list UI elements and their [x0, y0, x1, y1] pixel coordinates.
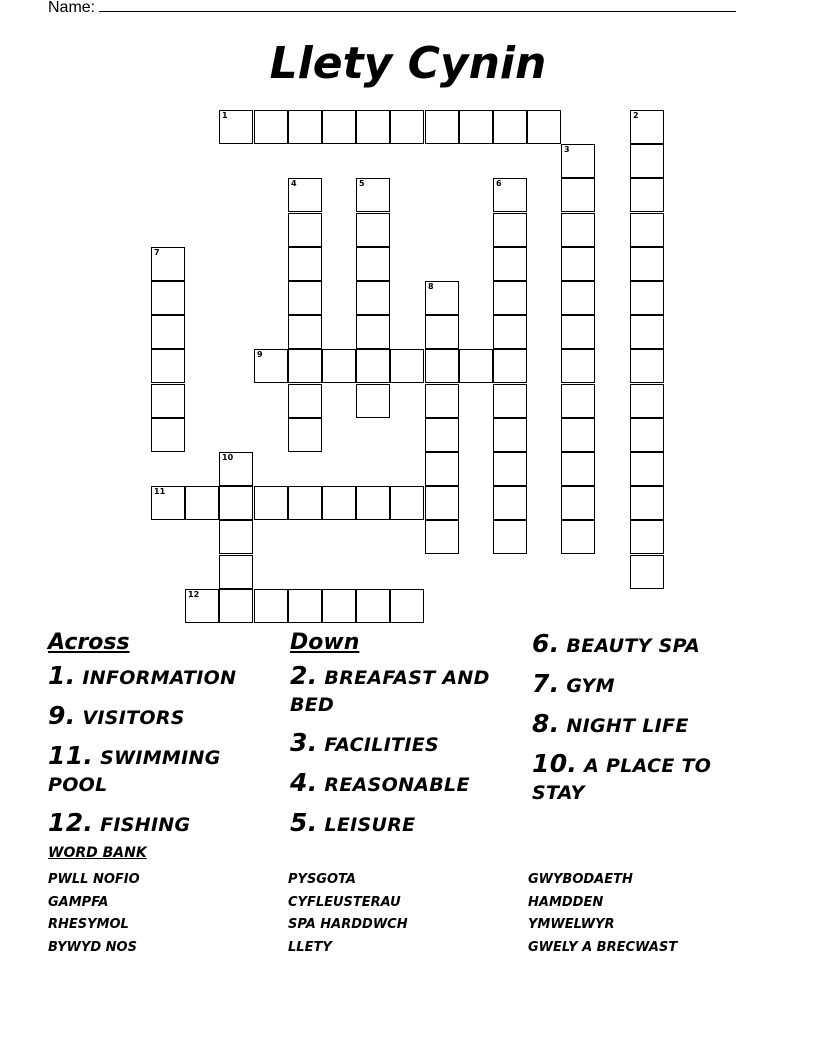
clue-item — [532, 710, 767, 740]
grid-cell[interactable] — [356, 315, 390, 349]
grid-cell[interactable] — [493, 281, 527, 315]
grid-cell[interactable] — [288, 213, 322, 247]
word-bank-item: GWYBODAETH — [528, 872, 633, 887]
clue-item-text: A PLACE TO STAY — [532, 755, 712, 804]
grid-cell[interactable] — [390, 486, 424, 520]
clue-item — [48, 702, 283, 732]
grid-cell[interactable] — [425, 281, 459, 315]
clue-number: 7 — [154, 248, 160, 257]
clue-item-number: 6. — [532, 629, 560, 658]
grid-cell[interactable] — [425, 418, 459, 452]
grid-cell[interactable] — [561, 384, 595, 418]
grid-cell[interactable] — [356, 178, 390, 212]
clue-number: 12 — [188, 590, 200, 599]
word-bank-item: PWLL NOFIO — [48, 872, 140, 887]
grid-cell[interactable] — [254, 589, 288, 623]
grid-cell[interactable] — [254, 110, 288, 144]
grid-cell[interactable] — [151, 418, 185, 452]
grid-cell[interactable] — [425, 452, 459, 486]
grid-cell[interactable] — [322, 349, 356, 383]
grid-cell[interactable] — [561, 452, 595, 486]
word-bank-column-2 — [288, 869, 508, 959]
word-bank-item: GWELY A BRECWAST — [528, 939, 678, 955]
grid-cell[interactable] — [630, 349, 664, 383]
clue-item-number: 1. — [48, 661, 76, 690]
grid-cell[interactable] — [219, 110, 253, 144]
grid-cell[interactable] — [288, 281, 322, 315]
grid-cell[interactable] — [561, 178, 595, 212]
down-clues — [290, 628, 525, 849]
grid-cell[interactable] — [288, 247, 322, 281]
grid-cell[interactable] — [185, 486, 219, 520]
grid-cell[interactable] — [356, 486, 390, 520]
clue-item-text: SWIMMING POOL — [48, 747, 221, 796]
grid-cell[interactable] — [493, 486, 527, 520]
clue-item-text: INFORMATION — [82, 667, 237, 689]
grid-cell[interactable] — [288, 418, 322, 452]
grid-cell[interactable] — [356, 349, 390, 383]
grid-cell[interactable] — [561, 418, 595, 452]
word-bank-item: CYFLEUSTERAU — [288, 894, 401, 910]
clue-item-number: 3. — [290, 728, 318, 757]
clue-number: 11 — [154, 487, 166, 496]
clue-item-number: 11. — [48, 741, 94, 770]
grid-cell[interactable] — [630, 520, 664, 554]
word-bank-item: HAMDDEN — [528, 894, 604, 910]
grid-cell[interactable] — [493, 247, 527, 281]
grid-cell[interactable] — [254, 486, 288, 520]
grid-cell[interactable] — [493, 452, 527, 486]
grid-cell[interactable] — [356, 281, 390, 315]
clue-item-text: NIGHT LIFE — [566, 715, 689, 737]
word-bank-item: YMWELWYR — [528, 917, 615, 932]
clue-item — [48, 742, 283, 799]
clue-number: 3 — [564, 145, 570, 154]
grid-cell[interactable] — [288, 110, 322, 144]
grid-cell[interactable] — [425, 349, 459, 383]
grid-cell[interactable] — [288, 315, 322, 349]
clue-item-text: BREAFAST AND BED — [290, 667, 490, 716]
name-label: Name: — [48, 0, 96, 16]
grid-cell[interactable] — [561, 281, 595, 315]
clue-item — [532, 630, 767, 660]
grid-cell[interactable] — [561, 520, 595, 554]
grid-cell[interactable] — [630, 452, 664, 486]
grid-cell[interactable] — [356, 589, 390, 623]
grid-cell[interactable] — [425, 520, 459, 554]
grid-cell[interactable] — [151, 315, 185, 349]
grid-cell[interactable] — [151, 281, 185, 315]
grid-cell[interactable] — [425, 486, 459, 520]
grid-cell[interactable] — [630, 178, 664, 212]
grid-cell[interactable] — [390, 349, 424, 383]
clue-number: 4 — [291, 179, 297, 188]
word-bank-column-1 — [48, 869, 268, 959]
grid-cell[interactable] — [219, 520, 253, 554]
grid-cell[interactable] — [425, 384, 459, 418]
grid-cell[interactable] — [630, 281, 664, 315]
grid-cell[interactable] — [459, 110, 493, 144]
grid-cell[interactable] — [561, 315, 595, 349]
grid-cell[interactable] — [219, 452, 253, 486]
grid-cell[interactable] — [561, 213, 595, 247]
clue-item-number: 8. — [532, 709, 560, 738]
grid-cell[interactable] — [185, 589, 219, 623]
word-bank-item: PYSGOTA — [288, 872, 356, 887]
grid-cell[interactable] — [493, 110, 527, 144]
grid-cell[interactable] — [322, 110, 356, 144]
grid-cell[interactable] — [356, 247, 390, 281]
grid-cell[interactable] — [493, 178, 527, 212]
clue-item — [290, 662, 525, 719]
clue-number: 6 — [496, 179, 502, 188]
clue-item-text: REASONABLE — [324, 774, 470, 796]
grid-cell[interactable] — [459, 349, 493, 383]
grid-cell[interactable] — [630, 418, 664, 452]
word-bank-item: BYWYD NOS — [48, 939, 137, 955]
clue-number: 1 — [222, 111, 228, 120]
grid-cell[interactable] — [151, 247, 185, 281]
page-title: Llety Cynin — [269, 38, 547, 89]
clue-item-number: 7. — [532, 669, 560, 698]
grid-cell[interactable] — [561, 144, 595, 178]
grid-cell[interactable] — [219, 589, 253, 623]
grid-cell[interactable] — [151, 486, 185, 520]
grid-cell[interactable] — [493, 315, 527, 349]
grid-cell[interactable] — [630, 555, 664, 589]
grid-cell[interactable] — [630, 213, 664, 247]
clue-item-text: GYM — [566, 675, 615, 697]
grid-cell[interactable] — [288, 384, 322, 418]
grid-cell[interactable] — [527, 110, 561, 144]
grid-cell[interactable] — [390, 589, 424, 623]
clue-item-text: FISHING — [100, 814, 191, 836]
grid-cell[interactable] — [561, 486, 595, 520]
clue-item-text: FACILITIES — [324, 734, 439, 756]
down-heading: Down — [290, 630, 360, 655]
grid-cell[interactable] — [288, 589, 322, 623]
word-bank-column-3 — [528, 869, 748, 959]
grid-cell[interactable] — [356, 110, 390, 144]
word-bank-item: LLETY — [288, 939, 332, 955]
clue-item-text: VISITORS — [82, 707, 185, 729]
grid-cell[interactable] — [493, 384, 527, 418]
clue-item-number: 2. — [290, 661, 318, 690]
clue-number: 10 — [222, 453, 234, 462]
grid-cell[interactable] — [219, 486, 253, 520]
grid-cell[interactable] — [151, 384, 185, 418]
clue-item — [48, 809, 283, 839]
grid-cell[interactable] — [356, 213, 390, 247]
clue-item-text: LEISURE — [324, 814, 416, 836]
clue-item — [532, 670, 767, 700]
clue-item-number: 10. — [532, 749, 578, 778]
grid-cell[interactable] — [561, 247, 595, 281]
grid-cell[interactable] — [561, 349, 595, 383]
clue-item — [48, 662, 283, 692]
clue-item-text: BEAUTY SPA — [566, 635, 701, 657]
grid-cell[interactable] — [630, 486, 664, 520]
word-bank-item: GAMPFA — [48, 894, 109, 910]
word-bank-item: RHESYMOL — [48, 917, 129, 932]
grid-cell[interactable] — [630, 315, 664, 349]
grid-cell[interactable] — [425, 315, 459, 349]
across-heading: Across — [48, 630, 130, 655]
clue-item-number: 5. — [290, 808, 318, 837]
grid-cell[interactable] — [151, 349, 185, 383]
grid-cell[interactable] — [219, 555, 253, 589]
grid-cell[interactable] — [356, 384, 390, 418]
grid-cell[interactable] — [630, 384, 664, 418]
grid-cell[interactable] — [288, 486, 322, 520]
clue-item — [290, 809, 525, 839]
grid-cell[interactable] — [425, 110, 459, 144]
clue-item — [532, 750, 767, 807]
grid-cell[interactable] — [288, 349, 322, 383]
grid-cell[interactable] — [493, 349, 527, 383]
grid-cell[interactable] — [390, 110, 424, 144]
grid-cell[interactable] — [322, 486, 356, 520]
word-bank-heading: WORD BANK — [48, 845, 147, 861]
grid-cell[interactable] — [288, 178, 322, 212]
across-clues — [48, 628, 283, 849]
clue-item-number: 12. — [48, 808, 94, 837]
clue-item — [290, 729, 525, 759]
grid-cell[interactable] — [630, 110, 664, 144]
word-bank-item: SPA HARDDWCH — [288, 917, 408, 932]
grid-cell[interactable] — [493, 418, 527, 452]
clue-item-number: 4. — [290, 768, 318, 797]
grid-cell[interactable] — [322, 589, 356, 623]
grid-cell[interactable] — [630, 247, 664, 281]
grid-cell[interactable] — [254, 349, 288, 383]
grid-cell[interactable] — [630, 144, 664, 178]
grid-cell[interactable] — [493, 213, 527, 247]
clue-number: 8 — [428, 282, 434, 291]
clue-number: 5 — [359, 179, 365, 188]
clue-number: 2 — [633, 111, 639, 120]
down-clues-continued — [532, 630, 767, 817]
clue-item-number: 9. — [48, 701, 76, 730]
clue-number: 9 — [257, 350, 263, 359]
clue-item — [290, 769, 525, 799]
grid-cell[interactable] — [493, 520, 527, 554]
